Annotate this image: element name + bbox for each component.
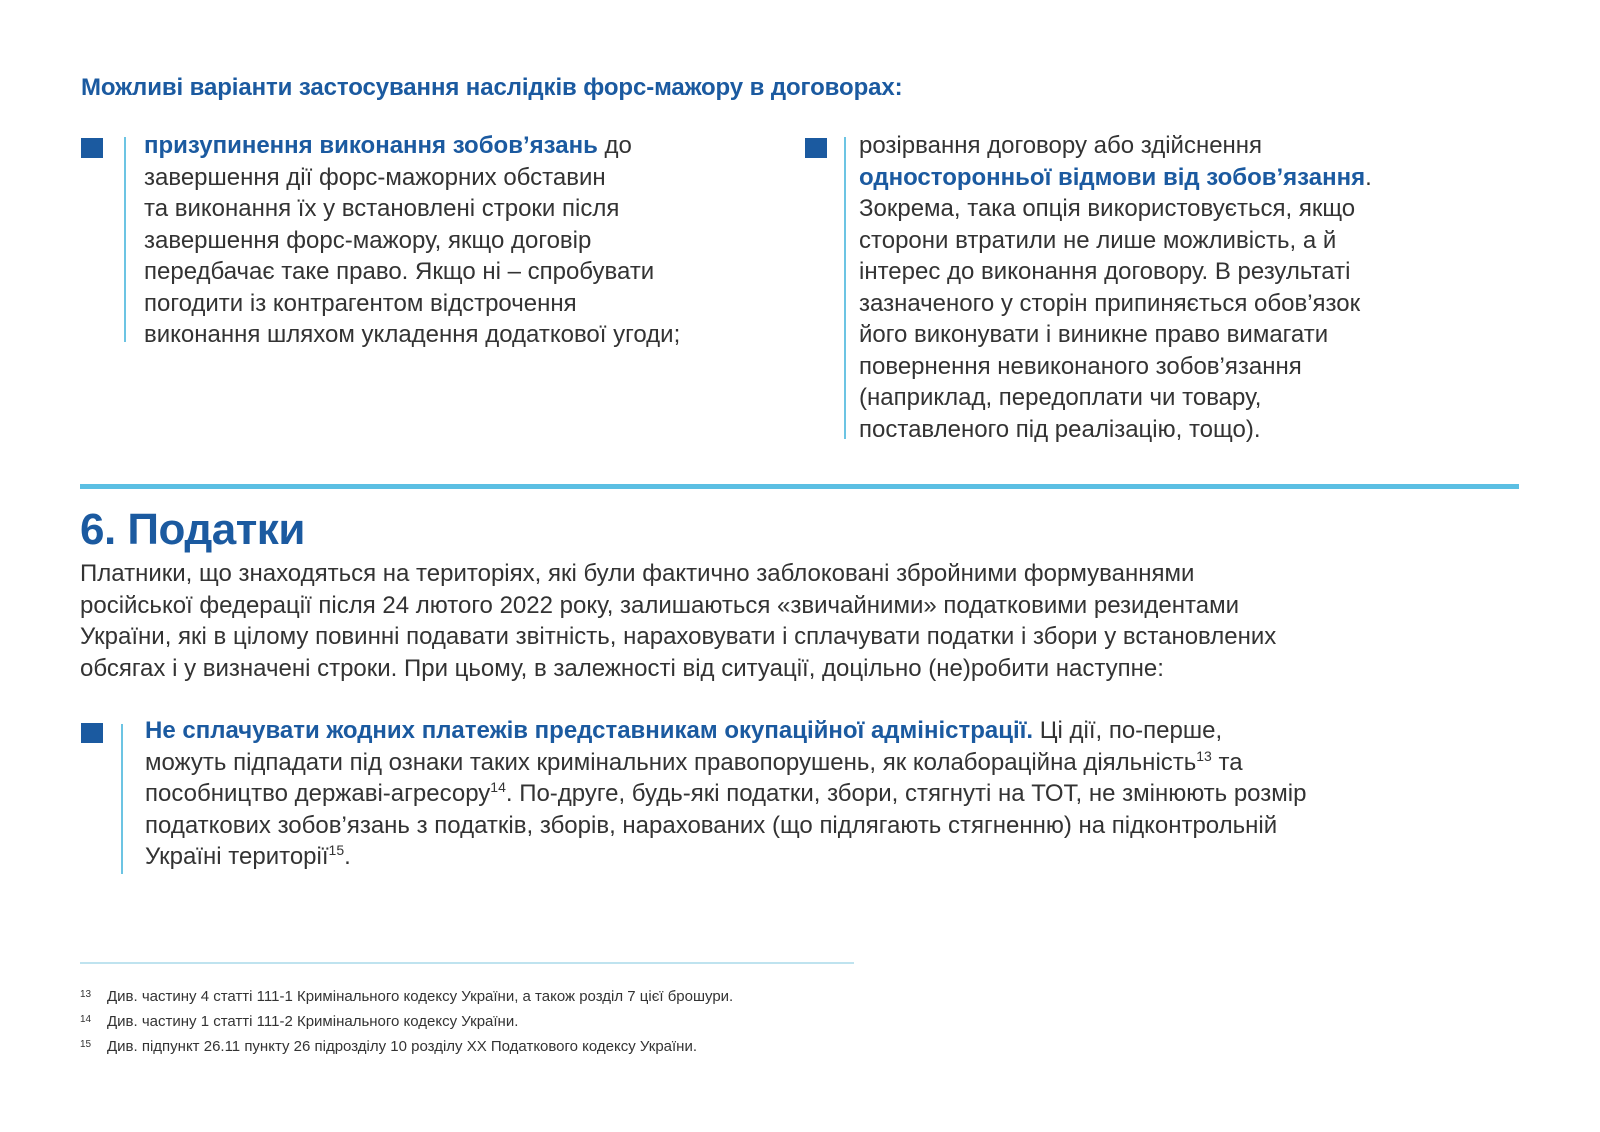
option-line	[144, 130, 680, 162]
option-line: інтерес до виконання договору. В результаті	[859, 258, 1351, 285]
bullet-line	[145, 841, 1306, 873]
option-line: погодити із контрагентом відстрочення	[144, 289, 577, 317]
footnote-text: Див. підпункт 26.11 пункту 26 підрозділу 10 розділу XX Податкового кодексу України.	[107, 1038, 698, 1055]
option-text	[859, 130, 1372, 445]
footnote-number: 14	[80, 1014, 92, 1025]
bullet-text: .	[344, 843, 351, 870]
paragraph-line: обсягах і у визначені строки. При цьому, в залежності від ситуації, доцільно (не)робити наступне:	[80, 654, 1164, 682]
option-line: поставленого під реалізацію, тощо).	[859, 415, 1261, 443]
option-line: виконання шляхом укладення додаткової угоди;	[144, 321, 681, 348]
bullet-text: та	[1211, 748, 1243, 776]
bullet-vertical-rule	[844, 137, 846, 439]
footnote-number: 13	[80, 989, 92, 1000]
option-line: Зокрема, така опція використовується, якщо	[859, 195, 1356, 222]
footnote-text: Див. частину 1 статті 111-2 Кримінального кодексу України.	[107, 1013, 519, 1030]
bullet-line-rest: Ці дії, по-перше,	[1033, 717, 1223, 744]
bullet-line	[145, 715, 1306, 747]
option-line: сторони втратили не лише можливість, а й	[859, 226, 1337, 254]
option-line: зазначеного у сторін припиняється обов’язок	[859, 289, 1361, 317]
footnote-15	[80, 1035, 733, 1060]
option-line: завершення дії форс-мажорних обставин	[144, 163, 606, 191]
footnotes	[80, 985, 733, 1060]
bullet-line	[145, 747, 1306, 779]
option-line-rest: .	[1365, 163, 1372, 191]
option-line: його виконувати і виникне право вимагати	[859, 321, 1329, 348]
option-line: повернення невиконаного зобов’язання	[859, 352, 1302, 380]
footnote-13	[80, 985, 733, 1010]
section-title: 6. Податки	[80, 505, 305, 554]
option-bold-term: односторонньої відмови від зобов’язання	[859, 163, 1366, 191]
footnote-ref-15[interactable]: 15	[328, 842, 345, 858]
section-paragraph	[80, 558, 1276, 684]
option-text	[144, 130, 680, 351]
option-line: передбачає таке право. Якщо ні – спробувати	[144, 258, 655, 285]
paragraph-line: Платники, що знаходяться на територіях, які були фактично заблоковані збройними формуваннями	[80, 560, 1195, 587]
intro-heading: Можливі варіанти застосування наслідків форс-мажору в договорах:	[81, 74, 903, 101]
bullet-text: пособництво державі-агресору	[145, 780, 491, 807]
option-bold-term: призупинення виконання зобов’язань	[144, 132, 598, 159]
bullet-line	[145, 778, 1306, 810]
footnote-14	[80, 1010, 733, 1035]
option-line: та виконання їх у встановлені строки після	[144, 195, 620, 222]
bullet-vertical-rule	[121, 724, 123, 874]
bullet-square-icon	[81, 723, 103, 743]
option-line: завершення форс-мажору, якщо договір	[144, 226, 592, 254]
option-line	[859, 162, 1372, 194]
bullet-bold-term: Не сплачувати жодних платежів представникам окупаційної адміністрації.	[145, 717, 1034, 744]
footnote-text: Див. частину 4 статті 111-1 Кримінального кодексу України, а також розділ 7 цієї брошури.	[107, 988, 734, 1005]
option-line-rest: до	[597, 132, 632, 159]
paragraph-line: України, які в цілому повинні подавати звітність, нараховувати і сплачувати податки і збори у встановлених	[80, 623, 1277, 650]
bullet-square-icon	[81, 138, 103, 158]
tax-bullet-text	[145, 715, 1306, 873]
section-divider	[80, 484, 1519, 489]
bullet-line: податкових зобов’язань з податків, зборів, нарахованих (що підлягають стягненню) на підконтрольній	[145, 811, 1278, 839]
paragraph-line: російської федерації після 24 лютого 2022 року, залишаються «звичайними» податковими резидентами	[80, 591, 1240, 619]
option-line: розірвання договору або здійснення	[859, 132, 1263, 159]
bullet-text: можуть підпадати під ознаки таких кримінальних правопорушень, як колабораційна діяльність	[145, 748, 1197, 776]
footnote-divider	[80, 962, 854, 964]
footnote-ref-14[interactable]: 14	[490, 779, 506, 795]
bullet-text: . По-друге, будь-які податки, збори, стягнуті на ТОТ, не змінюють розмір	[505, 780, 1307, 807]
bullet-vertical-rule	[124, 137, 126, 342]
bullet-square-icon	[805, 138, 827, 158]
footnote-number: 15	[80, 1039, 92, 1050]
option-line: (наприклад, передоплати чи товару,	[859, 384, 1262, 411]
footnote-ref-13[interactable]: 13	[1196, 747, 1212, 764]
bullet-text: Україні території	[145, 843, 329, 870]
